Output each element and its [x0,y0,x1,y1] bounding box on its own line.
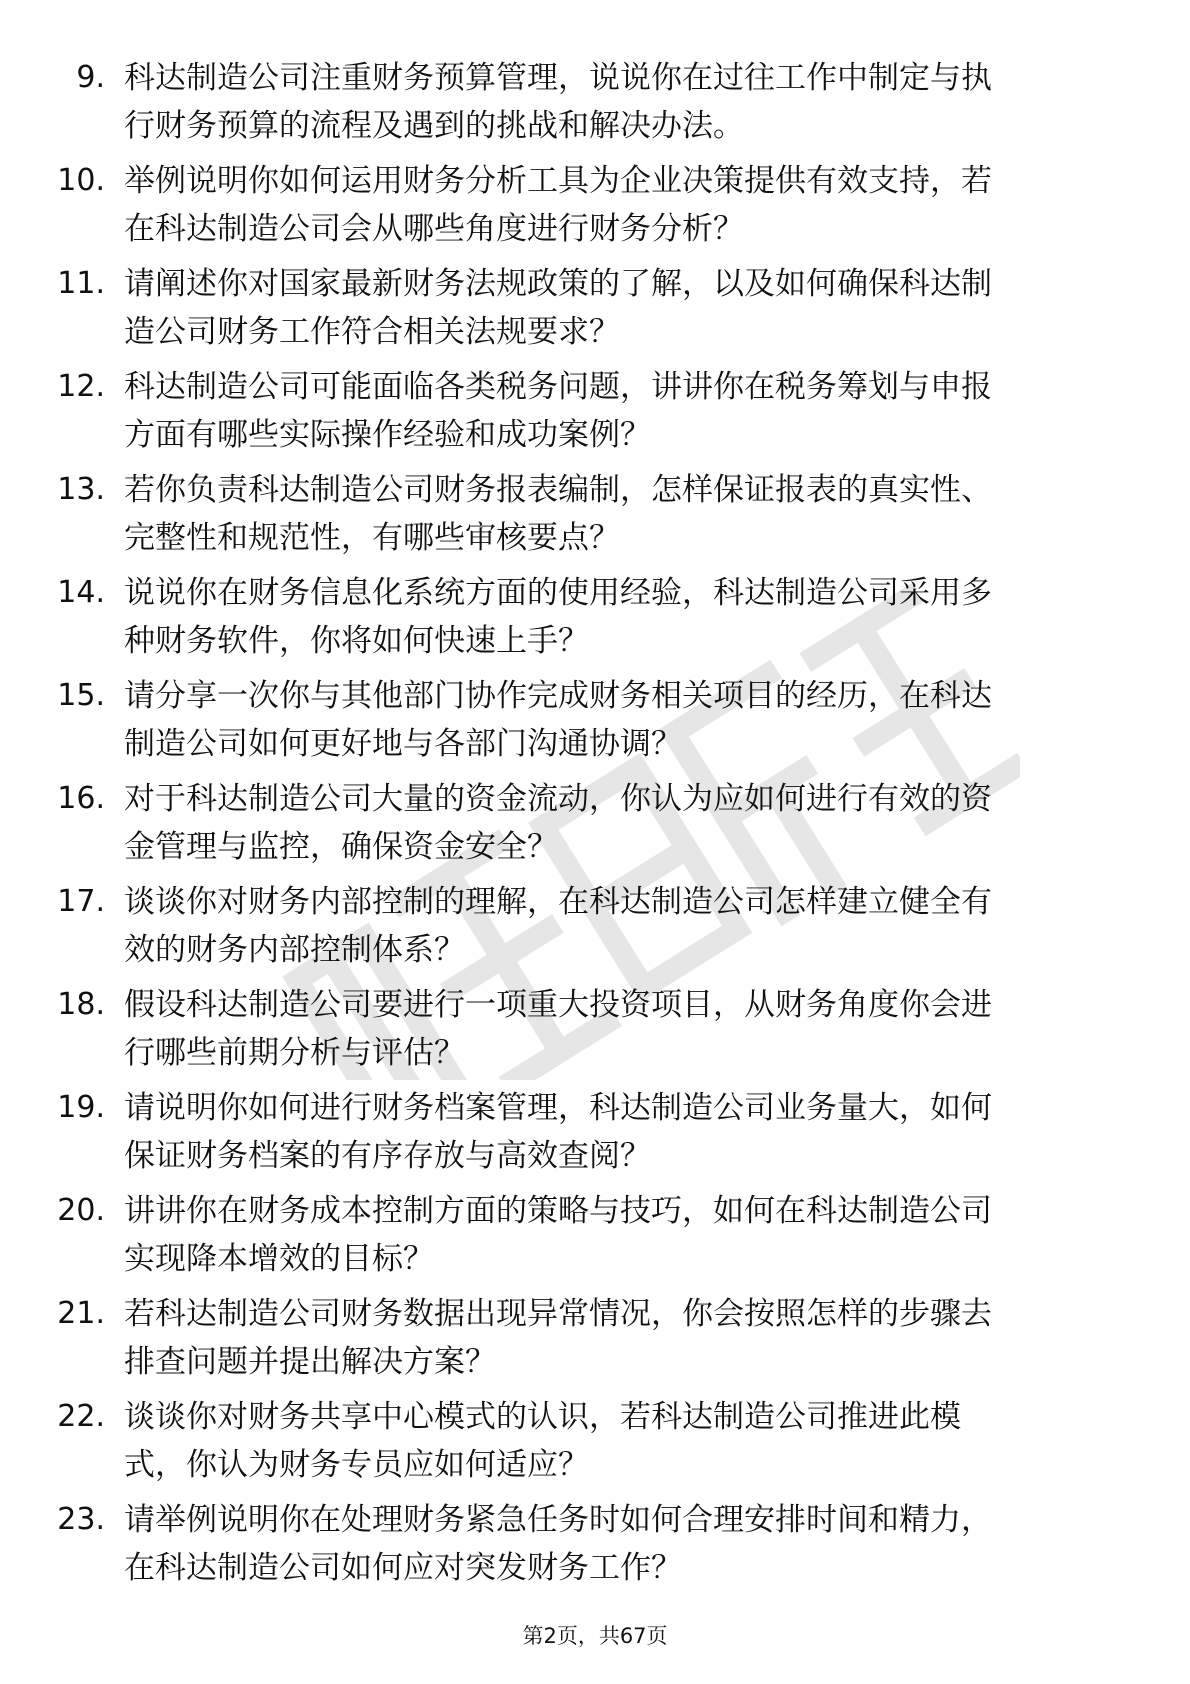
question-text-line: 行哪些前期分析与评估？ [124,1035,465,1071]
question-item [0,1177,1190,1280]
question-text-line: 效的财务内部控制体系？ [124,932,465,968]
question-text-line: 请举例说明你在处理财务紧急任务时如何合理安排时间和精力， [124,1502,992,1538]
question-text-line: 排查问题并提出解决方案？ [124,1344,496,1380]
question-item [0,353,1190,456]
question-item [0,1074,1190,1177]
question-item [0,1280,1190,1383]
question-text-line: 制造公司如何更好地与各部门沟通协调？ [124,726,682,762]
question-item [0,1383,1190,1486]
question-text [124,569,1120,665]
question-text-line: 谈谈你对财务内部控制的理解，在科达制造公司怎样建立健全有 [124,884,992,920]
question-item [0,1486,1190,1589]
question-text [124,878,1120,974]
question-number: 18. [57,987,105,1022]
question-text-line: 请说明你如何进行财务档案管理，科达制造公司业务量大，如何 [124,1090,992,1126]
question-number: 12. [57,369,105,404]
question-text-line: 请分享一次你与其他部门协作完成财务相关项目的经历，在科达 [124,678,992,714]
question-text-line: 若你负责科达制造公司财务报表编制，怎样保证报表的真实性、 [124,472,992,508]
question-text-line: 造公司财务工作符合相关法规要求？ [124,314,620,350]
question-list [0,44,1190,1589]
question-number: 21. [57,1296,105,1331]
question-text [124,157,1120,253]
question-text [124,260,1120,356]
question-item [0,765,1190,868]
question-item [0,868,1190,971]
question-text [124,363,1120,459]
question-item [0,662,1190,765]
page-indicator: 第2页，共67页 [522,1624,668,1648]
question-item [0,147,1190,250]
question-text [124,1084,1120,1180]
question-item [0,559,1190,662]
question-text-line: 实现降本增效的目标？ [124,1241,434,1277]
question-text-line: 种财务软件，你将如何快速上手？ [124,623,589,659]
question-text-line: 对于科达制造公司大量的资金流动，你认为应如何进行有效的资 [124,781,992,817]
question-text-line: 完整性和规范性，有哪些审核要点？ [124,520,620,556]
question-number: 10. [57,163,105,198]
question-text-line: 请阐述你对国家最新财务法规政策的了解，以及如何确保科达制 [124,266,992,302]
question-text-line: 保证财务档案的有序存放与高效查阅？ [124,1138,651,1174]
question-text [124,981,1120,1077]
question-text-line: 举例说明你如何运用财务分析工具为企业决策提供有效支持，若 [124,163,992,199]
question-text-line: 科达制造公司注重财务预算管理，说说你在过往工作中制定与执 [124,60,992,96]
question-text-line: 假设科达制造公司要进行一项重大投资项目，从财务角度你会进 [124,987,992,1023]
question-number: 17. [57,884,105,919]
question-item [0,456,1190,559]
question-text [124,1496,1120,1592]
question-text [124,54,1120,150]
question-number: 15. [57,678,105,713]
question-text-line: 谈谈你对财务共享中心模式的认识，若科达制造公司推进此模 [124,1399,961,1435]
question-number: 19. [57,1090,105,1125]
question-text [124,466,1120,562]
question-number: 13. [57,472,105,507]
question-item [0,250,1190,353]
question-text-line: 金管理与监控，确保资金安全？ [124,829,558,865]
question-number: 22. [57,1399,105,1434]
question-text [124,1187,1120,1283]
question-number: 20. [57,1193,105,1228]
question-number: 9. [76,60,105,95]
question-text-line: 在科达制造公司如何应对突发财务工作？ [124,1550,682,1586]
question-text-line: 行财务预算的流程及遇到的挑战和解决办法。 [124,108,744,144]
question-text-line: 方面有哪些实际操作经验和成功案例？ [124,417,651,453]
question-text-line: 讲讲你在财务成本控制方面的策略与技巧，如何在科达制造公司 [124,1193,992,1229]
question-number: 23. [57,1502,105,1537]
question-text-line: 科达制造公司可能面临各类税务问题，讲讲你在税务筹划与申报 [124,369,992,405]
question-text [124,672,1120,768]
question-text-line: 在科达制造公司会从哪些角度进行财务分析？ [124,211,744,247]
question-number: 14. [57,575,105,610]
question-text-line: 说说你在财务信息化系统方面的使用经验，科达制造公司采用多 [124,575,992,611]
question-number: 11. [57,266,105,301]
question-text [124,775,1120,871]
question-text [124,1290,1120,1386]
question-item [0,971,1190,1074]
question-item [0,44,1190,147]
question-text-line: 式，你认为财务专员应如何适应？ [124,1447,589,1483]
question-text-line: 若科达制造公司财务数据出现异常情况，你会按照怎样的步骤去 [124,1296,992,1332]
question-text [124,1393,1120,1489]
question-number: 16. [57,781,105,816]
